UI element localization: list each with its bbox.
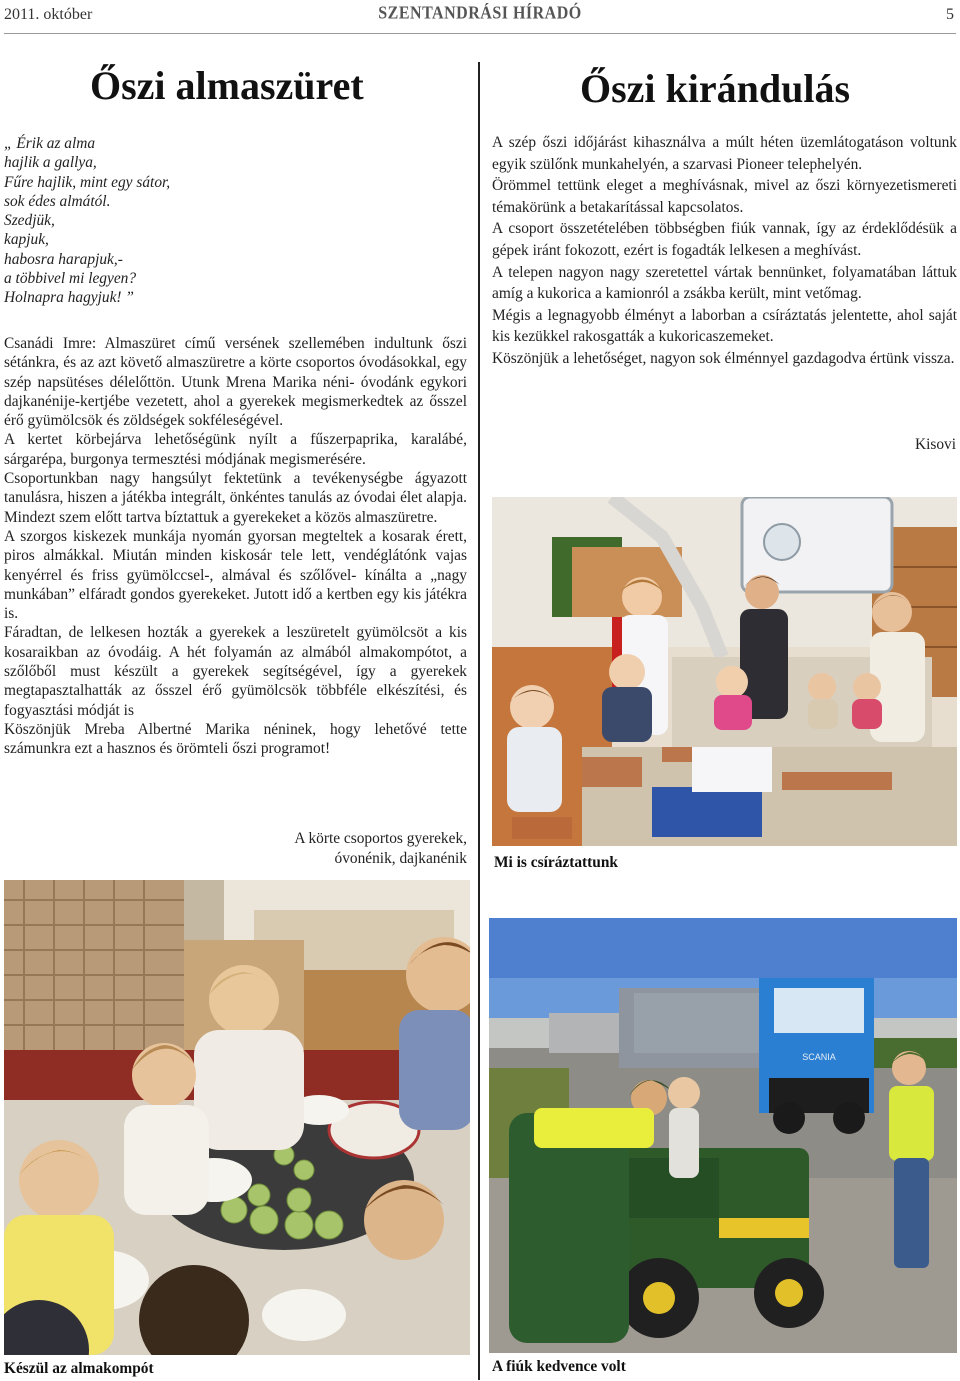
right-article-signature: Kisovi xyxy=(914,436,956,453)
germination-lab-photo xyxy=(492,497,957,846)
poem-line: Holnapra hagyjuk! ” xyxy=(4,289,134,307)
paragraph: A szép őszi időjárást kihasználva a múlt héten üzemlátogatáson voltunk egyik szülőnk munkahelyén, a szarvasi Pioneer telephelyén. xyxy=(492,134,957,173)
page-number: 5 xyxy=(946,6,954,23)
poem-line: kapjuk, xyxy=(4,231,49,249)
right-article-body xyxy=(492,132,957,370)
truck-visit-photo xyxy=(489,918,957,1353)
column-divider xyxy=(478,62,480,1380)
paragraph: A kertet körbejárva lehetőségünk nyílt a fűszerpaprika, karalábé, sárgarépa, burgonya termesztési módjának megismerésére. xyxy=(4,431,467,468)
paragraph: Csoportunkban nagy hangsúlyt fektetünk a tevékenységbe ágyazott tanulásra, hiszen a játékba integrált, önkéntes tanulás az óvodai élet alapja. Mindezt szem előtt tartva bíztattuk a gyerekeket a közös almaszüretre. xyxy=(4,470,467,526)
truck-brand-label: SCANIA xyxy=(802,1052,836,1062)
paragraph: Mégis a legnagyobb élményt a laborban a csíráztatás jelentette, ahol saját kis kezükkel rakosgatták a kukoricaszemeket. xyxy=(492,306,957,346)
left-article-title: Őszi almaszüret xyxy=(90,63,364,108)
paragraph: Csanádi Imre: Almaszüret című versének szellemében indultunk őszi sétánkra, és az azt követő almaszüretre a körte csoportos óvodásokkal, egy szép napsütéses délelőttön. Utunk Mrena Marika néni- óvodánk egykori dajkanénije-kertjébe vezetett, ahol a gyerekek megismerkedtek az ősszel érő gyümölcsök és zöldségek sokféleségével. xyxy=(4,335,467,430)
poem-line: Fűre hajlik, mint egy sátor, xyxy=(4,173,171,191)
masthead: SZENTANDRÁSI HÍRADÓ xyxy=(378,3,582,24)
paragraph: Fáradtan, de lelkesen hozták a gyerekek a leszüretelt gyümölcsöt a kis kosaraikban az óvodáig. A hét folyamán az almából almakompótot, a szőlőből must készült a gyerekek segítségével, így a gyerekek megtapasztalhatták az ősszel érő gyümölcsök többféle elkészítési, és fogyasztási módját is xyxy=(4,624,467,719)
paragraph: Köszönjük Mreba Albertné Marika néninek, hogy lehetővé tette számunkra ezt a hasznos és örömteli őszi programot! xyxy=(4,720,467,758)
signature-line: A körte csoportos gyerekek, xyxy=(294,830,467,847)
apple-compote-photo xyxy=(4,880,470,1355)
truck-photo-caption: A fiúk kedvence volt xyxy=(492,1358,626,1375)
lab-photo-caption: Mi is csíráztattunk xyxy=(494,854,618,871)
paragraph: Örömmel tettünk eleget a meghívásnak, mivel az őszi környezetismereti témakörünk a betakarítással kapcsolatos. xyxy=(492,177,957,216)
left-article-signature xyxy=(220,829,467,869)
poem-line: a többivel mi legyen? xyxy=(4,270,137,288)
left-article-body xyxy=(4,334,467,759)
poem-line: hajlik a gallya, xyxy=(4,154,97,172)
header-rule xyxy=(4,33,956,34)
poem-line: „ Érik az alma xyxy=(4,135,96,152)
paragraph: A csoport összetételében többségben fiúk vannak, így az érdeklődésük a gépek iránt fokozott, ezért is fogadták lelkesen a meghívást. xyxy=(492,220,957,259)
poem xyxy=(4,134,304,308)
poem-line: habosra harapjuk,- xyxy=(4,250,123,268)
issue-date: 2011. október xyxy=(4,6,93,23)
page-header xyxy=(0,0,960,34)
apple-photo-caption: Készül az almakompót xyxy=(4,1360,154,1377)
paragraph: A telepen nagyon nagy szeretettel vártak bennünket, folyamatában láttuk amíg a kukorica a kamionról a zsákba került, mint vetőmag. xyxy=(492,263,957,303)
poem-line: Szedjük, xyxy=(4,212,55,230)
paragraph: A szorgos kiskezek munkája nyomán gyorsan megteltek a kosarak érett, piros almákkal. Miután minden kiskosár tele lett, vendéglátónk vajas kenyérrel és friss gyümölccsel-, almával és szőlővel- kínálta a „nagy munkában” elfáradt gondos gyerekeket. Jutott idő a kertben egy kis játékra is. xyxy=(4,527,467,623)
signature-line: óvonénik, dajkanénik xyxy=(334,850,467,867)
right-article-title: Őszi kirándulás xyxy=(580,66,851,111)
poem-line: sok édes almától. xyxy=(4,192,111,210)
paragraph: Köszönjük a lehetőséget, nagyon sok élménnyel gazdagodva értünk vissza. xyxy=(492,349,955,367)
